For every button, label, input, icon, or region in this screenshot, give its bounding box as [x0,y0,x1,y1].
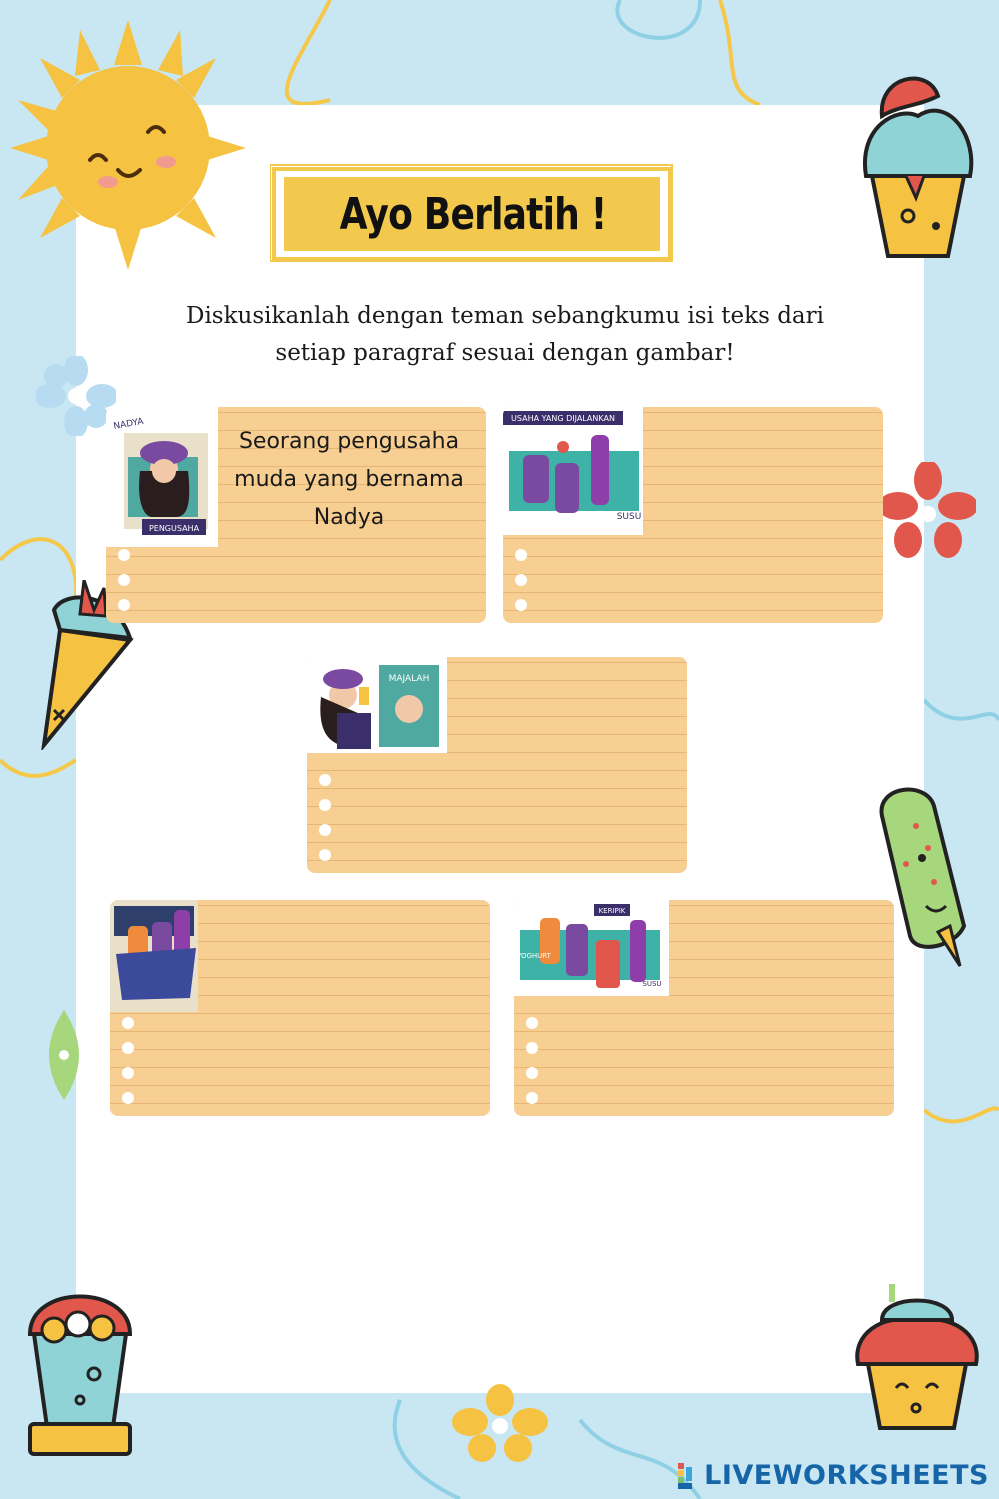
entrepreneur-illustration [106,407,218,547]
card-image [514,900,669,996]
image-label: PENGUSAHA [148,524,200,533]
title-banner [270,163,676,265]
magazine-illustration [307,657,447,753]
card-holes [515,536,531,611]
image-label: KERIPIK [598,907,626,915]
products-illustration [514,900,669,996]
instruction-text [110,298,900,372]
drink-cup-icon [20,1274,140,1464]
card-holes [122,1004,138,1104]
card-image [503,407,643,535]
answer-card[interactable] [503,407,883,623]
card-text-line: Nadya [313,505,385,530]
business-products-illustration [503,407,643,535]
product-box-illustration [110,900,198,1012]
card-text-line: muda yang bernama [234,467,464,492]
ice-cream-cup-icon [858,66,978,262]
image-label: YOGHURT [517,952,551,960]
card-image [106,407,218,547]
image-label: MAJALAH [388,674,430,684]
image-label: SUSU [642,980,662,988]
flower-icon [44,1010,84,1100]
card-text-line: Seorang pengusaha [238,429,460,454]
instruction-line: setiap paragraf sesuai dengan gambar! [275,340,735,366]
flower-icon [452,1384,548,1464]
liveworksheets-brand[interactable] [678,1460,989,1491]
page-title: Ayo Berlatih ! [339,188,607,240]
liveworksheets-logo-icon [678,1463,700,1489]
answer-card[interactable] [307,657,687,873]
sun-icon [10,20,250,270]
card-holes [526,1004,542,1104]
answer-card[interactable] [514,900,894,1116]
card-holes [319,761,335,861]
image-label: USAHA YANG DIJALANKAN [511,414,615,423]
card-text [224,423,474,537]
cupcake-icon [852,1284,982,1434]
brand-name: LIVEWORKSHEETS [704,1460,989,1491]
flower-icon [880,462,976,562]
card-image [307,657,447,753]
card-image [110,900,198,1012]
image-label: NADYA [112,416,145,432]
flower-icon [36,356,116,436]
card-holes [118,536,134,611]
answer-card[interactable] [106,407,486,623]
instruction-line: Diskusikanlah dengan teman sebangkumu isi teks dari [186,303,824,329]
answer-card[interactable] [110,900,490,1116]
image-label: SUSU [616,512,642,522]
